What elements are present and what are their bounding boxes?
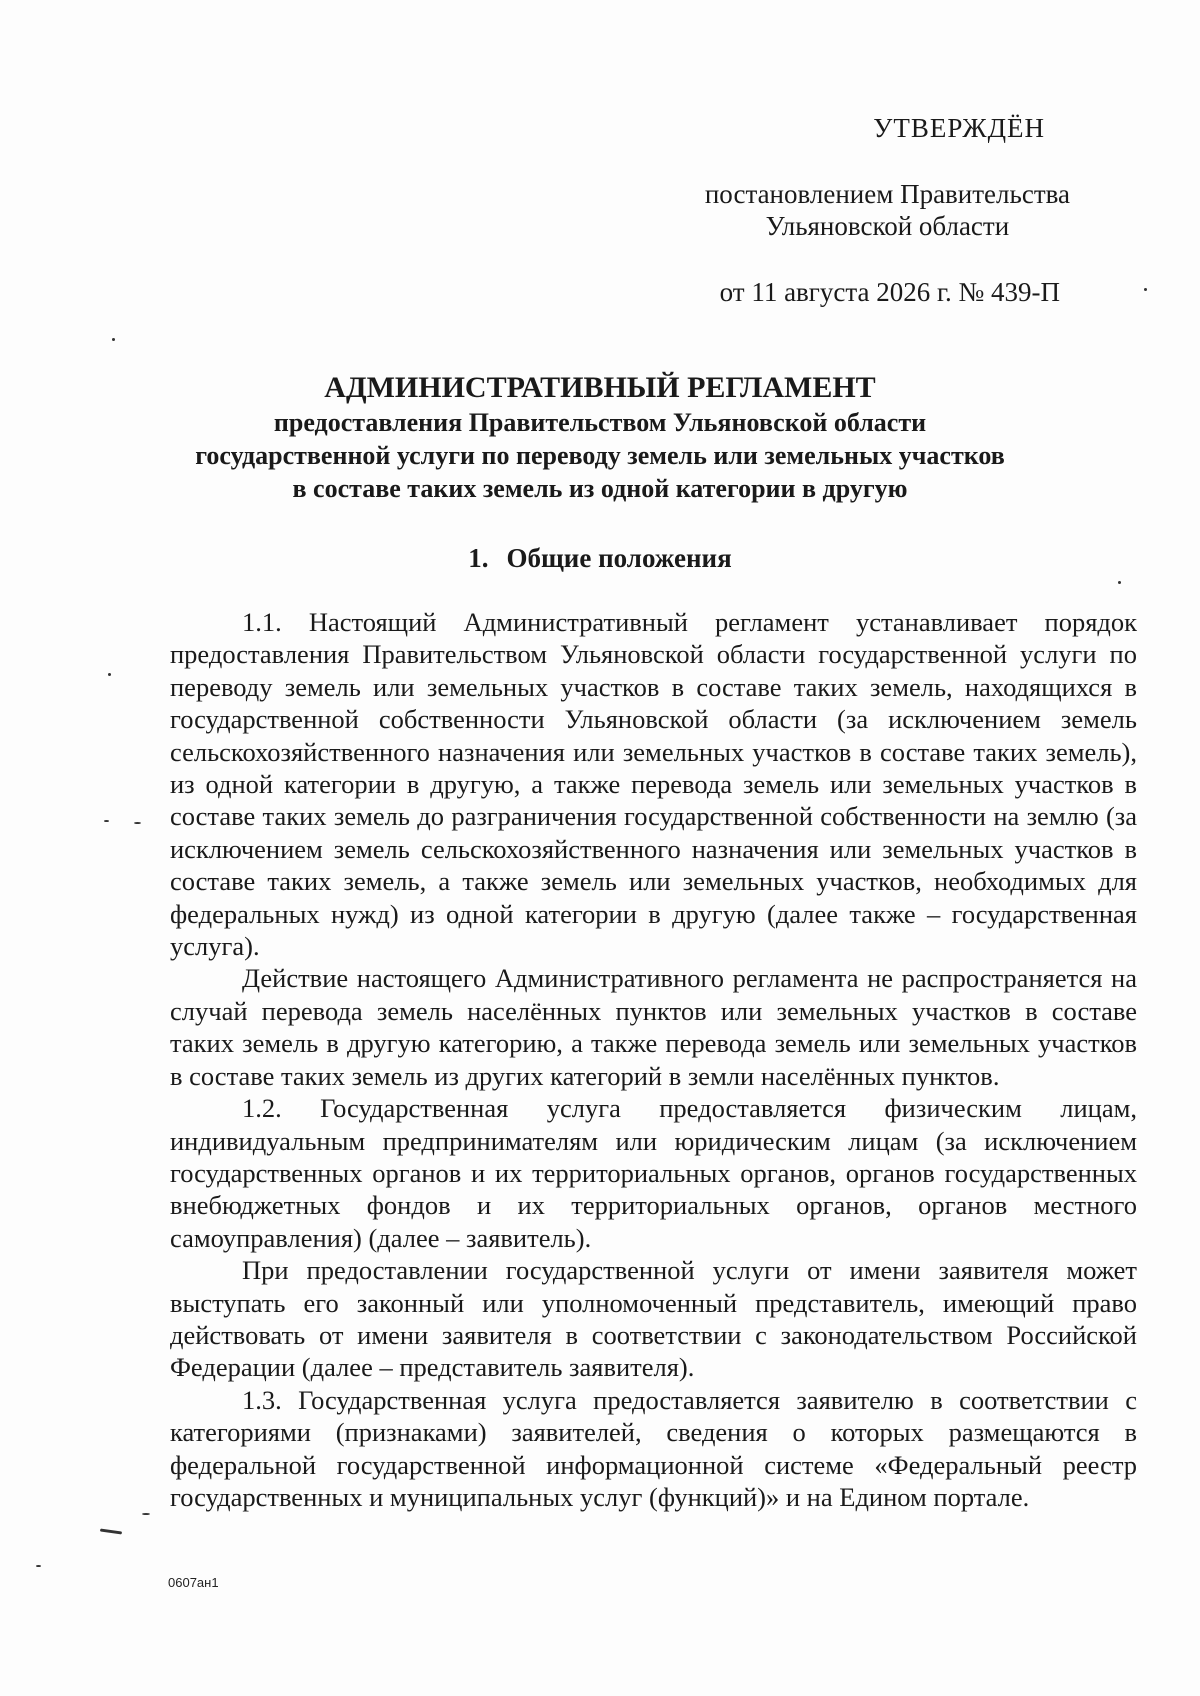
scan-speck	[104, 820, 109, 822]
approval-decree-reference	[705, 178, 1070, 242]
scan-speck	[134, 822, 141, 824]
paragraph: 1.1. Настоящий Административный регламент устанавливает порядок предоставления Правительством Ульяновской области государственной услуги по переводу земель или земельных участков в составе таких земель, находящихся в государственной собственности Ульяновской области (за исключением земель сельскохозяйственного назначения или земельных участков в составе таких земель), из одной категории в другую, а также перевода земель или земельных участков в составе таких земель до разграничения государственной собственности на землю (за исключением земель сельскохозяйственного назначения или земельных участков в составе таких земель, а также земель или земельных участков, необходимых для федеральных нужд) из одной категории в другую (далее также – государственная услуга).	[170, 607, 1137, 962]
title-line-3: в составе таких земель из одной категории в другую	[292, 474, 908, 503]
scan-speck	[100, 1528, 122, 1534]
scan-speck	[112, 338, 115, 341]
document-title	[0, 370, 1200, 505]
title-main: АДМИНИСТРАТИВНЫЙ РЕГЛАМЕНТ	[324, 371, 876, 404]
paragraph: 1.3. Государственная услуга предоставляется заявителю в соответствии с категориями (признаками) заявителей, сведения о которых размещаются в федеральной государственной информационной системе «Федеральный реестр государственных и муниципальных услуг (функций)» и на Едином портале.	[170, 1384, 1137, 1512]
paragraph: При предоставлении государственной услуги от имени заявителя может выступать его законный или уполномоченный представитель, имеющий право действовать от имени заявителя в соответствии с законодательством Российской Федерации (далее – представитель заявителя).	[170, 1255, 1137, 1383]
scan-speck	[36, 1565, 41, 1567]
approval-stamp-title: УТВЕРЖДЁН	[873, 113, 1045, 143]
title-line-2: государственной услуги по переводу земель или земельных участков	[195, 441, 1005, 470]
decree-line-1: постановлением Правительства	[704, 179, 1070, 209]
decree-line-2: Ульяновской области	[765, 211, 1010, 241]
section-number: 1.	[468, 543, 489, 573]
document-body	[170, 606, 1137, 1513]
section-title: Общие положения	[506, 543, 732, 573]
section-heading	[0, 542, 1200, 574]
decree-date: от 11 августа 2026 г. № 439-П	[719, 277, 1060, 307]
scan-speck	[142, 1513, 150, 1515]
scan-speck	[1144, 288, 1147, 291]
paragraph: Действие настоящего Административного регламента не распространяется на случай перевода земель населённых пунктов или земельных участков в составе таких земель в другую категорию, а также перевода земель или земельных участков в составе таких земель из других категорий в земли населённых пунктов.	[170, 963, 1137, 1091]
paragraph: 1.2. Государственная услуга предоставляется физическим лицам, индивидуальным предпринимателям или юридическим лицам (за исключением государственных органов и их территориальных органов, органов государственных внебюджетных фондов и их территориальных органов, органов местного самоуправления) (далее – заявитель).	[170, 1093, 1137, 1253]
scan-speck	[1118, 581, 1121, 584]
scan-speck	[108, 673, 111, 676]
title-line-1: предоставления Правительством Ульяновской области	[273, 408, 927, 437]
footer-document-code: 0607ан1	[168, 1575, 219, 1590]
